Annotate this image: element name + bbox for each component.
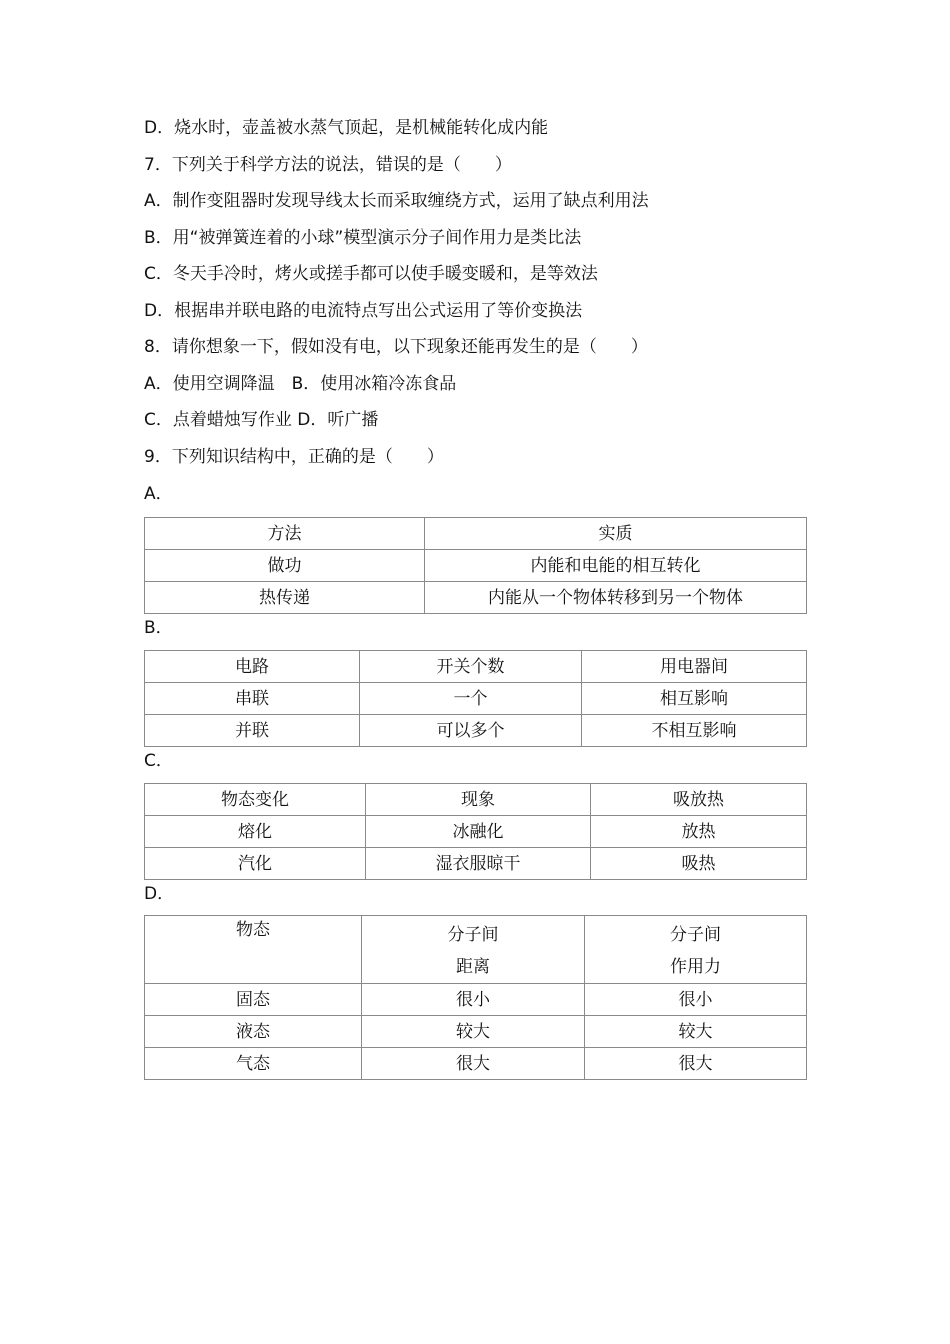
table-cell: 较大 — [585, 1016, 807, 1048]
table-cell: 方法 — [145, 518, 425, 550]
table-cell-line: 作用力 — [670, 957, 721, 977]
table-cell: 不相互影响 — [582, 715, 807, 747]
table-cell: 固态 — [145, 984, 362, 1016]
table-option-d — [144, 915, 807, 1080]
table-cell: 气态 — [145, 1048, 362, 1080]
table-cell: 吸放热 — [591, 784, 807, 816]
table-cell: 可以多个 — [360, 715, 582, 747]
table-option-b — [144, 650, 807, 747]
table-row — [145, 518, 807, 550]
q7-stem: 7．下列关于科学方法的说法，错误的是（ ） — [144, 155, 512, 175]
table-cell: 内能从一个物体转移到另一个物体 — [425, 582, 807, 614]
table-cell: 物态 — [145, 916, 362, 984]
table-row — [145, 550, 807, 582]
q9-option-c-label: C． — [144, 751, 173, 771]
table-cell-line: 分子间 — [447, 925, 499, 945]
table-cell-line: 分子间 — [670, 925, 721, 945]
table-cell: 吸热 — [591, 848, 807, 880]
table-cell: 湿衣服晾干 — [366, 848, 591, 880]
table-cell: 很小 — [585, 984, 807, 1016]
q7-option-d: D．根据串并联电路的电流特点写出公式运用了等价变换法 — [144, 301, 583, 321]
table-row — [145, 816, 807, 848]
table-row — [145, 1016, 807, 1048]
table-cell: 用电器间 — [582, 651, 807, 683]
table-cell — [585, 916, 807, 984]
table-row — [145, 848, 807, 880]
table-row — [145, 984, 807, 1016]
table-cell: 热传递 — [145, 582, 425, 614]
table-option-c — [144, 783, 807, 880]
table-row — [145, 715, 807, 747]
table-cell: 电路 — [145, 651, 360, 683]
table-cell: 汽化 — [145, 848, 366, 880]
table-cell-line: 距离 — [456, 957, 490, 977]
table-cell — [362, 916, 585, 984]
table-cell: 较大 — [362, 1016, 585, 1048]
table-cell: 很小 — [362, 984, 585, 1016]
table-cell: 开关个数 — [360, 651, 582, 683]
table-cell: 液态 — [145, 1016, 362, 1048]
q8-stem: 8．请你想象一下，假如没有电，以下现象还能再发生的是（ ） — [144, 337, 648, 357]
q8-options-ab: A．使用空调降温 B．使用冰箱冷冻食品 — [144, 374, 457, 394]
table-cell: 并联 — [145, 715, 360, 747]
table-cell: 做功 — [145, 550, 425, 582]
q6-option-d: D．烧水时，壶盖被水蒸气顶起，是机械能转化成内能 — [144, 118, 549, 138]
table-cell: 相互影响 — [582, 683, 807, 715]
table-row — [145, 651, 807, 683]
table-cell: 内能和电能的相互转化 — [425, 550, 807, 582]
q9-option-a-label: A． — [144, 484, 173, 504]
table-cell: 很大 — [585, 1048, 807, 1080]
table-cell: 现象 — [366, 784, 591, 816]
table-cell: 冰融化 — [366, 816, 591, 848]
q7-option-b: B．用“被弹簧连着的小球”模型演示分子间作用力是类比法 — [144, 228, 582, 248]
q7-option-c: C．冬天手冷时，烤火或搓手都可以使手暖变暖和，是等效法 — [144, 264, 598, 284]
q9-option-d-label: D． — [144, 884, 175, 904]
table-row — [145, 784, 807, 816]
q9-option-b-label: B． — [144, 618, 173, 638]
table-cell: 一个 — [360, 683, 582, 715]
table-row — [145, 683, 807, 715]
q8-options-cd: C．点着蜡烛写作业 D．听广播 — [144, 410, 379, 430]
q7-option-a: A．制作变阻器时发现导线太长而采取缠绕方式，运用了缺点利用法 — [144, 191, 649, 211]
table-cell: 物态变化 — [145, 784, 366, 816]
q9-stem: 9．下列知识结构中，正确的是（ ） — [144, 447, 444, 467]
table-option-a — [144, 517, 807, 614]
table-row — [145, 582, 807, 614]
table-row — [145, 916, 807, 984]
table-cell: 熔化 — [145, 816, 366, 848]
table-cell: 放热 — [591, 816, 807, 848]
table-row — [145, 1048, 807, 1080]
table-cell: 串联 — [145, 683, 360, 715]
table-cell: 实质 — [425, 518, 807, 550]
table-cell: 很大 — [362, 1048, 585, 1080]
